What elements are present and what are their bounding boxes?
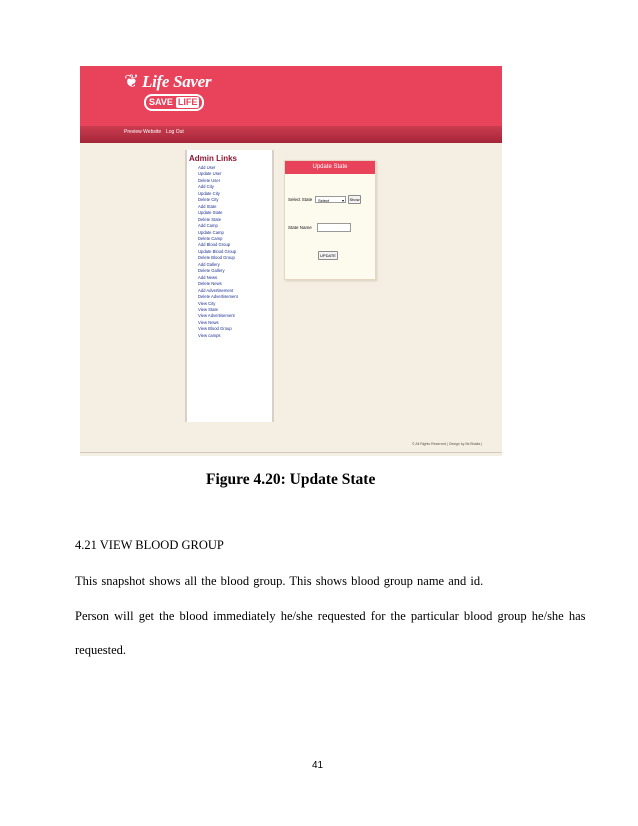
admin-link[interactable]: Add Camp bbox=[198, 223, 218, 229]
admin-link[interactable]: Update State bbox=[198, 210, 223, 216]
admin-link[interactable]: View City bbox=[198, 300, 216, 306]
logo-tagline-life: LIFE bbox=[177, 97, 198, 107]
admin-link[interactable]: View camps bbox=[198, 332, 221, 338]
logo-title: Life Saver bbox=[142, 72, 212, 91]
chevron-down-icon: ▾ bbox=[341, 198, 344, 203]
admin-link[interactable]: Add State bbox=[198, 203, 217, 209]
admin-link[interactable]: Add Gallery bbox=[198, 261, 220, 267]
nav-link-preview-website[interactable]: Preview Website bbox=[124, 129, 162, 135]
admin-links-list bbox=[198, 165, 238, 339]
state-select[interactable] bbox=[315, 196, 346, 203]
footer-copyright: © All Rights Reserved | Design by Mr.Bhatia | bbox=[412, 442, 483, 446]
update-state-header: Update State bbox=[285, 161, 375, 174]
admin-link[interactable]: Delete News bbox=[198, 281, 222, 287]
admin-link[interactable]: View State bbox=[198, 306, 218, 312]
section-heading: 4.21 VIEW BLOOD GROUP bbox=[75, 538, 224, 552]
page-number: 41 bbox=[312, 760, 324, 771]
select-state-label: Select State bbox=[288, 197, 313, 202]
site-header-banner bbox=[80, 66, 502, 126]
logo-tagline-save: SAVE bbox=[149, 97, 173, 107]
admin-link[interactable]: Update Blood Group bbox=[198, 248, 237, 254]
heart-drop-icon: ❦ bbox=[124, 71, 140, 92]
admin-links-title: Admin Links bbox=[189, 154, 238, 163]
footer-divider bbox=[80, 452, 502, 453]
state-name-input[interactable] bbox=[317, 223, 351, 232]
admin-link[interactable]: Delete State bbox=[198, 216, 222, 222]
admin-link[interactable]: Delete Advertisement bbox=[198, 294, 238, 300]
figure-caption: Figure 4.20: Update State bbox=[206, 471, 376, 488]
admin-link[interactable]: Add News bbox=[198, 274, 218, 280]
screenshot-figure bbox=[80, 66, 502, 456]
paragraph-line: requested. bbox=[75, 643, 127, 657]
admin-link[interactable]: Update City bbox=[198, 190, 220, 196]
state-name-label: State Name bbox=[288, 225, 312, 230]
update-button[interactable]: UPDATE bbox=[318, 251, 338, 260]
paragraph-line: Person will get the blood immediately he/she requested for the particular blood group he/she has bbox=[75, 609, 586, 623]
admin-link[interactable]: Delete City bbox=[198, 197, 219, 203]
admin-link[interactable]: View News bbox=[198, 319, 219, 325]
admin-link[interactable]: Update User bbox=[198, 171, 222, 177]
admin-link[interactable]: Delete User bbox=[198, 177, 221, 183]
nav-link-log-out[interactable]: Log Out bbox=[166, 129, 184, 135]
logo-tagline bbox=[144, 94, 204, 111]
state-select-value: Select bbox=[318, 198, 330, 203]
admin-links-panel bbox=[185, 150, 274, 422]
top-nav-bar bbox=[80, 126, 502, 143]
site-logo[interactable] bbox=[124, 72, 244, 122]
admin-link[interactable]: Add Advertisement bbox=[198, 287, 234, 293]
admin-link[interactable]: Add City bbox=[198, 184, 214, 190]
admin-link[interactable]: View Advertisement bbox=[198, 313, 235, 319]
admin-link[interactable]: View Blood Group bbox=[198, 326, 232, 332]
admin-link[interactable]: Delete Gallery bbox=[198, 268, 225, 274]
admin-link[interactable]: Delete Blood Group bbox=[198, 255, 235, 261]
admin-link[interactable]: Add Blood Group bbox=[198, 242, 231, 248]
paragraph-line: This snapshot shows all the blood group. This shows blood group name and id. bbox=[75, 574, 484, 588]
admin-link[interactable]: Update Camp bbox=[198, 229, 224, 235]
admin-link[interactable]: Add User bbox=[198, 165, 216, 170]
update-state-form bbox=[284, 160, 376, 280]
admin-link[interactable]: Delete Camp bbox=[198, 235, 223, 241]
show-button[interactable]: Show bbox=[349, 197, 360, 202]
